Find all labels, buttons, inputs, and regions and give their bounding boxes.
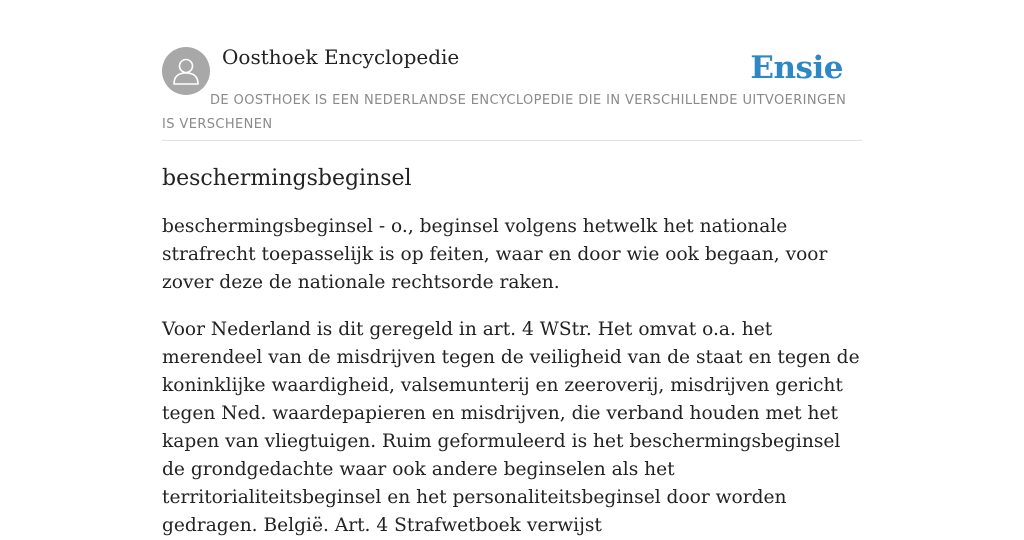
article-title: beschermingsbeginsel — [162, 166, 412, 191]
site-description: DE OOSTHOEK IS EEN NEDERLANDSE ENCYCLOPEDIE DIE IN VERSCHILLENDE UITVOERINGEN IS VERSCHENEN — [162, 93, 847, 132]
article — [162, 160, 862, 540]
avatar-graphic — [162, 47, 210, 95]
site-name[interactable]: Oosthoek Encyclopedie — [222, 45, 460, 69]
site-header — [162, 0, 862, 141]
brand-logo[interactable]: Ensie — [750, 50, 843, 86]
user-placeholder-icon[interactable] — [162, 47, 210, 95]
article-paragraph: Voor Nederland is dit geregeld in art. 4 WStr. Het omvat o.a. het merendeel van de misdrijven tegen de veiligheid van de staat en tegen de koninklijke waardigheid, valsemunterij en zeeroverij, misdrijven gericht tegen Ned. waardepapieren en misdrijven, die verband houden met het kapen van vliegtuigen. Ruim geformuleerd is het beschermingsbeginsel de grondgedachte waar ook andere beginselen als het territorialiteitsbeginsel en het personaliteitsbeginsel door worden gedragen. België. Art. 4 Strafwetboek verwijst — [162, 319, 860, 536]
article-paragraph: beschermingsbeginsel - o., beginsel volgens hetwelk het nationale strafrecht toepasselijk is op feiten, waar en door wie ook begaan, voor zover deze de nationale rechtsorde raken. — [162, 216, 828, 293]
